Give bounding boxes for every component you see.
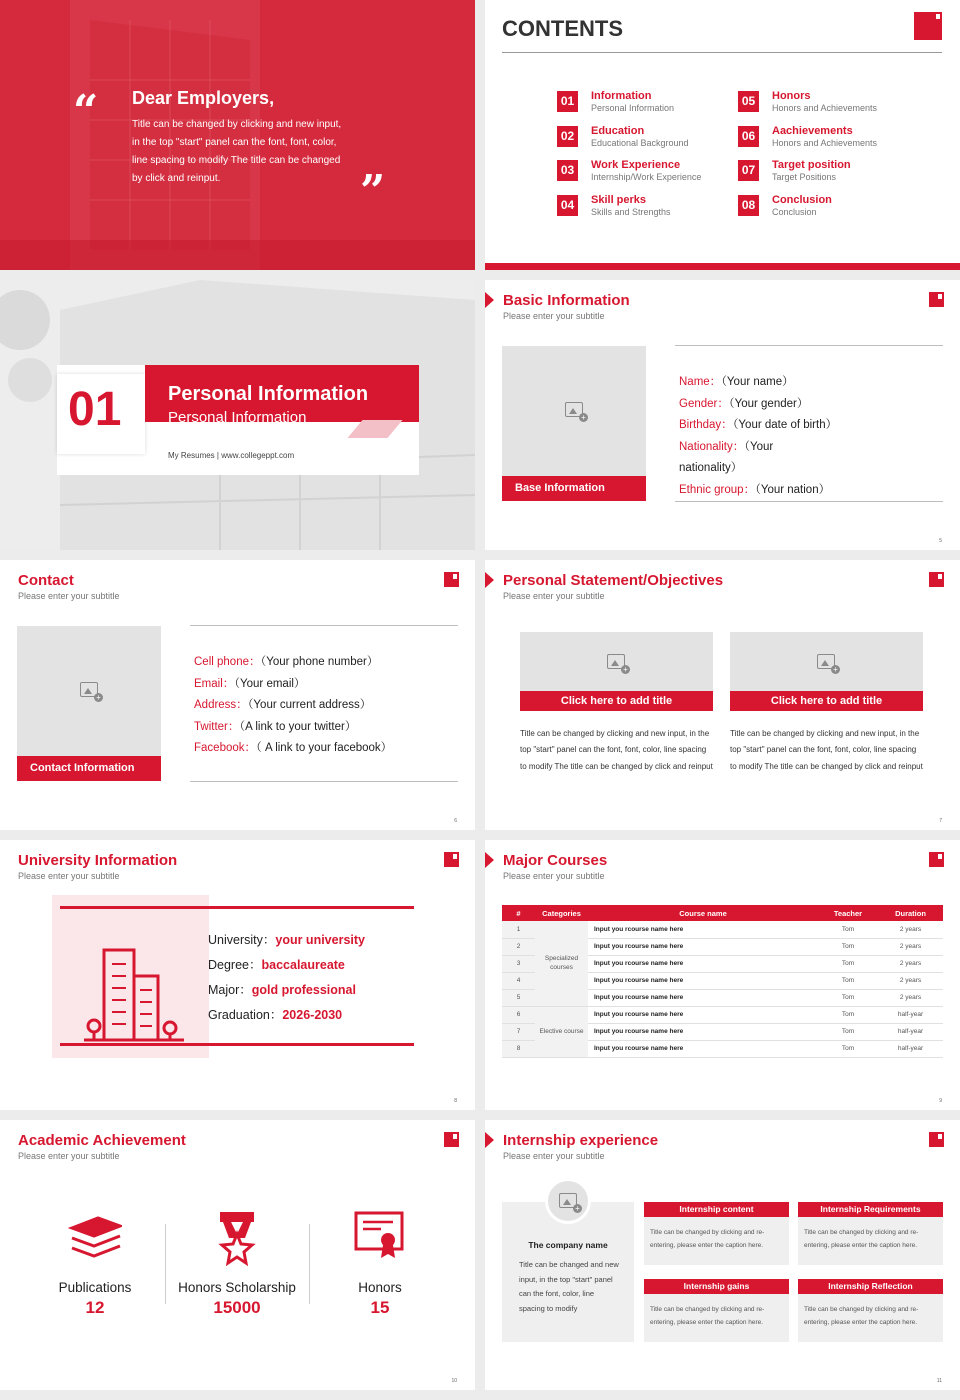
internship-box-title[interactable]: Internship Reflection xyxy=(798,1279,943,1294)
contents-title: CONTENTS xyxy=(502,16,623,41)
toc-number: 02 xyxy=(557,126,578,147)
photo-placeholder[interactable] xyxy=(502,346,646,476)
info-value: （Your nation） xyxy=(755,483,831,496)
cell-num: 6 xyxy=(502,1006,535,1023)
top-red-line xyxy=(60,906,414,909)
page-number: 7 xyxy=(939,818,942,824)
university-logo xyxy=(929,292,944,307)
slide-basic-information xyxy=(485,280,960,550)
table-header-row xyxy=(502,905,943,921)
slide-section-01 xyxy=(0,280,475,550)
cell-teacher: Tom xyxy=(818,955,878,972)
university-info-list xyxy=(208,928,408,1028)
info-key: Name： xyxy=(679,376,722,388)
university-logo xyxy=(929,852,944,867)
slide-heading: Dear Employers, xyxy=(132,88,275,108)
info-value: （Your current address） xyxy=(247,699,372,712)
university-row xyxy=(208,953,408,978)
toc-number: 01 xyxy=(557,91,578,112)
cell-teacher: Tom xyxy=(818,989,878,1006)
section-footer: My Resumes | www.collegeppt.com xyxy=(168,451,295,460)
photo-caption: Base Information xyxy=(502,476,646,501)
close-quote-icon: ” xyxy=(360,166,386,217)
slide-title: Basic Information xyxy=(503,292,630,309)
toc-number: 06 xyxy=(738,126,759,147)
internship-box-title[interactable]: Internship Requirements xyxy=(798,1202,943,1217)
cell-course-name: Input you rcourse name here xyxy=(588,921,818,938)
card-title-button[interactable]: Click here to add title xyxy=(730,691,923,711)
info-key: Gender： xyxy=(679,397,729,410)
info-key: Nationality： xyxy=(679,440,745,453)
toc-item[interactable] xyxy=(738,126,908,152)
contact-info-list xyxy=(194,652,454,760)
stat-label: Honors Scholarship xyxy=(178,1280,296,1295)
page-number: 9 xyxy=(939,1098,942,1104)
info-value: nationality） xyxy=(679,462,743,475)
company-name: The company name xyxy=(528,1240,608,1250)
cell-course-name: Input you rcourse name here xyxy=(588,1006,818,1023)
info-row xyxy=(194,717,454,739)
card-image-placeholder[interactable] xyxy=(520,632,713,692)
slide-major-courses xyxy=(485,840,960,1110)
info-value: baccalaureate xyxy=(261,958,345,972)
toc-item[interactable] xyxy=(557,91,727,117)
toc-title: Aachievements xyxy=(772,124,853,137)
cell-duration: 2 years xyxy=(878,989,943,1006)
university-row xyxy=(208,928,408,953)
cell-teacher: Tom xyxy=(818,972,878,989)
title-marker xyxy=(485,292,494,308)
image-placeholder-icon xyxy=(565,402,583,417)
internship-box xyxy=(644,1202,789,1265)
slide-subtitle: Please enter your subtitle xyxy=(503,871,605,881)
info-value: （Your gender） xyxy=(728,397,809,410)
open-quote-icon: “ xyxy=(73,86,99,137)
card-title-button[interactable]: Click here to add title xyxy=(520,691,713,711)
card-text: Title can be changed by clicking and new input, in the top "start" panel can the font, font, color, line spacing to modify The title can be changed by click and reinput xyxy=(730,729,923,771)
internship-box xyxy=(798,1279,943,1342)
cell-duration: half-year xyxy=(878,1040,943,1057)
cell-num: 1 xyxy=(502,921,535,938)
info-key: Ethnic group： xyxy=(679,483,756,496)
toc-title: Information xyxy=(591,90,652,102)
info-value: gold professional xyxy=(251,983,356,997)
stat-label: Honors xyxy=(358,1280,402,1295)
page-number: 6 xyxy=(454,818,457,824)
stat-value: 15000 xyxy=(213,1298,261,1317)
cell-course-name: Input you rcourse name here xyxy=(588,955,818,972)
university-logo xyxy=(444,852,459,867)
cell-teacher: Tom xyxy=(818,1023,878,1040)
slide-subtitle: Please enter your subtitle xyxy=(503,591,605,601)
cell-duration: 2 years xyxy=(878,955,943,972)
info-row xyxy=(679,415,929,437)
toc-subtitle: Internship/Work Experience xyxy=(591,172,702,182)
internship-box-title[interactable]: Internship gains xyxy=(644,1279,789,1294)
toc-subtitle: Honors and Achievements xyxy=(772,137,878,148)
toc-number: 04 xyxy=(557,195,578,216)
university-logo xyxy=(444,1132,459,1147)
stat-value: 12 xyxy=(85,1298,105,1317)
table-row xyxy=(502,1006,943,1023)
image-placeholder-icon xyxy=(559,1193,577,1208)
toc-item[interactable] xyxy=(738,195,908,221)
toc-subtitle: Conclusion xyxy=(772,206,817,217)
info-row xyxy=(679,458,929,480)
toc-subtitle: Educational Background xyxy=(591,137,689,148)
toc-number: 05 xyxy=(738,91,759,112)
header-course-name: Course name xyxy=(588,905,818,921)
cell-duration: half-year xyxy=(878,1006,943,1023)
university-row xyxy=(208,1003,408,1028)
cell-duration: 2 years xyxy=(878,921,943,938)
medal-icon xyxy=(217,1210,257,1266)
books-icon xyxy=(68,1214,122,1262)
cell-course-name: Input you rcourse name here xyxy=(588,972,818,989)
section-number: 01 xyxy=(68,383,122,436)
info-row xyxy=(194,738,454,760)
toc-subtitle: Honors and Achievements xyxy=(772,103,878,113)
bottom-divider xyxy=(190,781,458,782)
slide-body: Title can be changed by clicking and new input, in the top "start" panel can the font, font, color, line spacing to modify The title can be changed by click and reinput. xyxy=(132,119,342,184)
title-marker xyxy=(485,1132,494,1148)
cell-teacher: Tom xyxy=(818,921,878,938)
bottom-divider xyxy=(675,501,943,502)
internship-box xyxy=(644,1279,789,1342)
courses-table xyxy=(502,905,943,1058)
top-divider xyxy=(190,625,458,626)
section-subtitle: Personal Information xyxy=(168,409,307,426)
image-placeholder-icon xyxy=(80,682,98,697)
slide-title: Contact xyxy=(18,572,74,589)
stat-divider xyxy=(165,1224,166,1304)
toc-number: 07 xyxy=(738,160,759,181)
university-logo xyxy=(929,572,944,587)
cell-course-name: Input you rcourse name here xyxy=(588,989,818,1006)
info-value: （Your date of birth） xyxy=(732,419,838,432)
slide-personal-statement xyxy=(485,560,960,830)
bottom-red-bar xyxy=(485,263,960,270)
toc-subtitle: Personal Information xyxy=(591,103,675,113)
info-key: Twitter： xyxy=(194,720,240,733)
slide-title: Internship experience xyxy=(503,1132,659,1149)
info-key: Degree： xyxy=(208,958,262,972)
info-row xyxy=(679,394,929,416)
cell-course-name: Input you rcourse name here xyxy=(588,1023,818,1040)
card-image-placeholder[interactable] xyxy=(730,632,923,692)
header-duration: Duration xyxy=(878,905,943,921)
cell-category: Elective course xyxy=(535,1006,588,1057)
cell-course-name: Input you rcourse name here xyxy=(588,938,818,955)
toc-item[interactable] xyxy=(738,91,908,117)
cell-num: 7 xyxy=(502,1023,535,1040)
info-row xyxy=(679,480,929,502)
info-value: your university xyxy=(275,933,365,947)
university-logo xyxy=(929,1132,944,1147)
info-row xyxy=(194,695,454,717)
slide-title: Personal Statement/Objectives xyxy=(503,572,724,589)
toc-title: Work Experience xyxy=(591,159,681,171)
page-number: 5 xyxy=(939,538,942,544)
cell-num: 8 xyxy=(502,1040,535,1057)
toc-title: Skill perks xyxy=(591,193,647,206)
slide-subtitle: Please enter your subtitle xyxy=(503,311,605,321)
slide-title: Major Courses xyxy=(503,852,608,869)
slide-subtitle: Please enter your subtitle xyxy=(18,1151,120,1161)
info-row xyxy=(194,674,454,696)
toc-title: Education xyxy=(591,124,645,137)
info-key: Email： xyxy=(194,677,235,690)
slide-academic-achievement xyxy=(0,1120,475,1390)
toc-subtitle: Target Positions xyxy=(772,172,837,182)
info-key: Birthday： xyxy=(679,419,733,432)
internship-box xyxy=(798,1202,943,1265)
company-image-circle[interactable] xyxy=(545,1178,591,1224)
basic-info-list xyxy=(679,372,929,502)
header-teacher: Teacher xyxy=(818,905,878,921)
info-key: University： xyxy=(208,933,276,947)
page-number: 10 xyxy=(451,1378,457,1384)
info-value: （ A link to your facebook） xyxy=(256,742,393,755)
cell-teacher: Tom xyxy=(818,938,878,955)
title-divider xyxy=(502,52,942,53)
info-value: （A link to your twitter） xyxy=(239,720,357,733)
slide-dear-employers xyxy=(0,0,475,270)
info-value: （Your email） xyxy=(234,677,306,690)
toc-number: 08 xyxy=(738,195,759,216)
university-row xyxy=(208,978,408,1003)
slide-subtitle: Please enter your subtitle xyxy=(503,1151,605,1161)
header-num: # xyxy=(502,905,535,921)
toc-title: Conclusion xyxy=(772,193,832,206)
title-marker xyxy=(485,852,494,868)
info-row xyxy=(679,437,929,459)
toc-title: Honors xyxy=(772,90,811,102)
toc-item[interactable] xyxy=(557,126,727,152)
toc-subtitle: Skills and Strengths xyxy=(591,206,671,217)
card-text: Title can be changed by clicking and new input, in the top "start" panel can the font, font, color, line spacing to modify The title can be changed by click and reinput xyxy=(520,729,713,771)
title-marker xyxy=(485,572,494,588)
slide-subtitle: Please enter your subtitle xyxy=(18,871,120,881)
cell-num: 4 xyxy=(502,972,535,989)
certificate-icon xyxy=(353,1210,405,1260)
slide-contents xyxy=(485,0,960,270)
internship-box-text: Title can be changed by clicking and re-entering, please enter the caption here. xyxy=(650,1229,765,1249)
internship-box-text: Title can be changed by clicking and re-entering, please enter the caption here. xyxy=(650,1306,765,1326)
cell-duration: 2 years xyxy=(878,972,943,989)
photo-placeholder[interactable] xyxy=(17,626,161,756)
internship-box-text: Title can be changed by clicking and re-entering, please enter the caption here. xyxy=(804,1229,919,1249)
table-row xyxy=(502,921,943,938)
photo-caption: Contact Information xyxy=(17,756,161,781)
info-value: （Your xyxy=(744,440,774,453)
page-number: 11 xyxy=(936,1378,942,1384)
university-logo xyxy=(914,12,942,40)
stat-value: 15 xyxy=(370,1298,390,1317)
company-text: Title can be changed and new input, in the top "start" panel can the font, color, line spacing to modify xyxy=(519,1260,619,1313)
info-key: Facebook： xyxy=(194,742,257,755)
cell-num: 5 xyxy=(502,989,535,1006)
internship-box-text: Title can be changed by clicking and re-entering, please enter the caption here. xyxy=(804,1306,919,1326)
building-icon xyxy=(84,936,184,1046)
cell-duration: half-year xyxy=(878,1023,943,1040)
cell-num: 2 xyxy=(502,938,535,955)
page-number: 8 xyxy=(454,1098,457,1104)
info-key: Major： xyxy=(208,983,252,997)
info-value: （Your phone number） xyxy=(260,656,379,668)
info-key: Address： xyxy=(194,699,248,712)
slide-internship-experience xyxy=(485,1120,960,1390)
slide-subtitle: Please enter your subtitle xyxy=(18,591,120,601)
image-placeholder-icon xyxy=(607,654,625,669)
cell-teacher: Tom xyxy=(818,1006,878,1023)
university-logo xyxy=(444,572,459,587)
toc-item[interactable] xyxy=(557,160,727,186)
section-title: Personal Information xyxy=(168,383,369,405)
image-placeholder-icon xyxy=(817,654,835,669)
top-divider xyxy=(675,345,943,346)
cell-duration: 2 years xyxy=(878,938,943,955)
info-key: Cell phone： xyxy=(194,656,261,668)
info-key: Graduation： xyxy=(208,1008,283,1022)
toc-item[interactable] xyxy=(738,160,908,186)
info-value: （Your name） xyxy=(721,376,794,388)
slide-title: Academic Achievement xyxy=(18,1132,186,1149)
info-row xyxy=(679,372,929,394)
slide-university-information xyxy=(0,840,475,1110)
cell-category: Specialized courses xyxy=(535,921,588,1006)
internship-box-title[interactable]: Internship content xyxy=(644,1202,789,1217)
cell-num: 3 xyxy=(502,955,535,972)
info-row xyxy=(194,652,454,674)
toc-title: Target position xyxy=(772,159,851,171)
info-value: 2026-2030 xyxy=(282,1008,343,1022)
cell-teacher: Tom xyxy=(818,1040,878,1057)
header-categories: Categories xyxy=(535,905,588,921)
toc-item[interactable] xyxy=(557,195,727,221)
slide-title: University Information xyxy=(18,852,178,869)
slide-contact xyxy=(0,560,475,830)
stat-label: Publications xyxy=(58,1280,132,1295)
toc-number: 03 xyxy=(557,160,578,181)
cell-course-name: Input you rcourse name here xyxy=(588,1040,818,1057)
